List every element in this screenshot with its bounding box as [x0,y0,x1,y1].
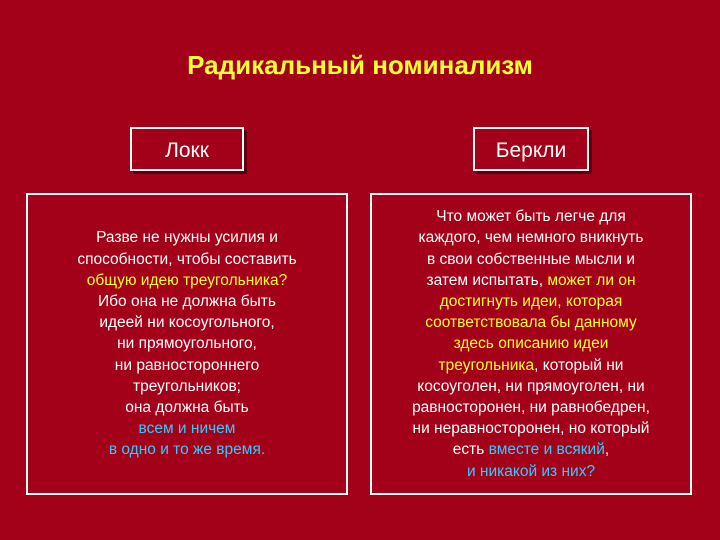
header-berkeley: Беркли [473,127,589,171]
quote-line [38,227,336,248]
quote-segment: может ли он [547,271,636,289]
quote-berkeley [370,193,692,495]
quote-segment: здесь описанию идеи [453,335,609,353]
quote-segment: треугольника [438,356,535,374]
quote-segment: ни равностороннего [114,356,260,374]
quote-line [382,418,680,439]
quote-segment: она должна быть [125,399,249,416]
quote-line [382,227,680,248]
quote-line [382,270,680,291]
quote-line [382,312,680,333]
quote-segment: ни неравносторонен, но который [412,420,650,438]
quote-segment: треугольников; [133,377,241,395]
quote-segment: вместе и всякий [488,441,605,459]
quote-segment: идеей ни косоугольного, [99,314,275,332]
quote-line [382,333,680,354]
quote-segment: в свои собственные мысли и [426,250,636,268]
quote-segment: каждого, чем немного вникнуть [418,229,644,247]
quote-line [382,461,680,482]
quote-line [382,291,680,312]
quote-segment: , который ни [534,356,624,374]
quote-segment: в одно и то же время. [108,441,266,459]
quote-segment: косоуголен, ни прямоуголен, ни [417,377,645,395]
quote-line [38,270,336,291]
header-locke: Локк [130,127,244,171]
quote-locke [26,193,348,495]
quote-segment: Разве не нужны усилия и [96,229,278,247]
quote-line [38,249,336,270]
quote-segment: затем испытать, [426,271,548,289]
quote-line [382,439,680,460]
quote-line [38,312,336,333]
quote-line [382,397,680,418]
quote-line [38,397,336,418]
slide-title: Радикальный номинализм [187,50,533,80]
quote-segment: общую идею треугольника? [86,271,288,289]
quote-line [382,206,680,227]
quote-segment: ни прямоугольного, [117,335,257,353]
quote-segment: Ибо она не должна быть [98,292,276,310]
quote-segment: , [604,441,610,459]
quote-line [38,291,336,312]
quote-line [382,355,680,376]
quote-line [382,376,680,397]
quote-segment: достигнуть идеи, которая [439,292,623,310]
quote-line [38,333,336,354]
quote-segment: всем и ничем [138,420,236,438]
quote-line [38,376,336,397]
quote-segment: есть [452,441,489,459]
quote-line [38,355,336,376]
quote-segment: равносторонен, ни равнобедрен, [412,399,650,416]
quote-line [382,249,680,270]
quote-segment: Что может быть легче для [436,208,626,226]
quote-line [38,439,336,460]
quote-segment: способности, чтобы составить [77,250,297,268]
quote-segment: и никакой из них? [466,462,596,480]
quote-segment: соответствовала бы данному [425,314,637,332]
quote-line [38,418,336,439]
